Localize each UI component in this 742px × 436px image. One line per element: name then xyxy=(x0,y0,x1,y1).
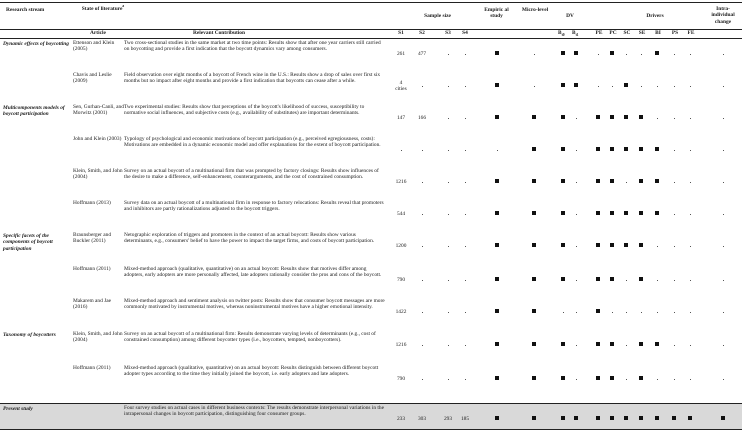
research-stream-label: Present study xyxy=(3,406,33,412)
driver-header-se: SE xyxy=(638,30,646,36)
driver-pc-mark xyxy=(610,376,614,380)
driver-fe-empty xyxy=(690,246,691,247)
intra-individual-empty xyxy=(723,214,724,215)
driver-pe-mark xyxy=(596,179,600,183)
driver-bi-mark xyxy=(655,211,659,215)
dv-bt1-mark xyxy=(574,51,578,55)
present-top-rule xyxy=(0,403,742,404)
sample-empty-mark xyxy=(422,379,423,380)
drivers-header: Drivers xyxy=(646,13,664,19)
intra-individual-empty xyxy=(723,118,724,119)
dv-bt0-mark xyxy=(561,277,565,281)
driver-header-ps: PS xyxy=(671,30,679,36)
contribution-cell: Mixed-method approach (qualitative, quantitative) on an actual boycott: Results show that motives differ among adopters, early adopters are more personally affected, late adopters rationally consider the pros and cons of the boycott. xyxy=(124,266,382,279)
dv-bt1-empty xyxy=(576,312,577,313)
sample-empty-mark xyxy=(465,182,466,183)
driver-pc-mark xyxy=(610,416,614,420)
sample-empty-mark xyxy=(448,312,449,313)
empirical-study-header: Empiric al study xyxy=(484,7,509,20)
driver-header-bi: BI xyxy=(655,30,661,36)
dv-bt1-mark xyxy=(574,416,578,420)
driver-pc-mark xyxy=(610,243,614,247)
sample-size-s1: 1216 xyxy=(395,342,407,348)
relevant-contribution-header: Relevant Contribution xyxy=(193,30,245,36)
driver-pc-empty xyxy=(612,86,613,87)
sample-size-s1: 261 xyxy=(396,51,406,57)
driver-pc-mark xyxy=(610,179,614,183)
sample-size-s4: 185 xyxy=(460,416,470,422)
driver-header-fe: FE xyxy=(687,30,695,36)
dv-bt1-empty xyxy=(576,345,577,346)
driver-ps-empty xyxy=(674,379,675,380)
sample-empty-mark xyxy=(422,345,423,346)
driver-pc-mark xyxy=(610,51,614,55)
sample-size-s2: 303 xyxy=(417,416,427,422)
empirical-mark xyxy=(495,309,499,313)
driver-fe-empty xyxy=(690,86,691,87)
driver-pe-mark xyxy=(596,416,600,420)
driver-bi-mark xyxy=(655,342,659,346)
driver-bi-empty xyxy=(657,246,658,247)
sample-size-s2: 166 xyxy=(417,115,427,121)
driver-bi-mark xyxy=(655,179,659,183)
contribution-cell: Field observation over eight months of a boycott of French wine in the U.S.: Results show a drop of sales over first six months but no impact after eight months and provide a first indication that boycotts can cease after a while. xyxy=(124,72,381,85)
driver-pe-mark xyxy=(596,243,600,247)
driver-pe-mark xyxy=(596,376,600,380)
sample-size-s1: 1216 xyxy=(395,179,407,185)
dv-bt0-mark xyxy=(561,211,565,215)
driver-header-pc: PC xyxy=(609,30,617,36)
driver-ps-empty xyxy=(674,345,675,346)
sample-empty-mark xyxy=(422,150,423,151)
micro-level-mark xyxy=(532,277,536,281)
driver-sc-mark xyxy=(624,147,628,151)
empirical-mark xyxy=(495,115,499,119)
sample-empty-mark xyxy=(422,246,423,247)
intra-individual-empty xyxy=(723,345,724,346)
driver-fe-empty xyxy=(690,54,691,55)
driver-sc-empty xyxy=(626,312,627,313)
article-cell: Klein, Smith, and John (2004) xyxy=(73,331,123,344)
micro-level-mark xyxy=(532,309,536,313)
dv-bt1-empty xyxy=(576,280,577,281)
sample-size-s2: 477 xyxy=(417,51,427,57)
dv-bt1-mark xyxy=(574,83,578,87)
driver-bi-empty xyxy=(657,86,658,87)
dv-bt0-mark xyxy=(561,147,565,151)
sample-empty-mark xyxy=(465,246,466,247)
driver-ps-empty xyxy=(674,54,675,55)
article-cell: Sen, Gurhan-Canli, and Morwitz (2001) xyxy=(73,104,124,117)
sample-empty-mark xyxy=(422,280,423,281)
article-cell: Hoffmann (2011) xyxy=(73,365,111,371)
driver-se-empty xyxy=(641,312,642,313)
dv-bt0-mark xyxy=(561,51,565,55)
article-cell: Chavis and Leslie (2009) xyxy=(73,72,112,85)
dv-bt0-mark xyxy=(561,376,565,380)
driver-bi-empty xyxy=(657,312,658,313)
research-stream-label: Multicomponents models of boycott participation xyxy=(3,105,65,118)
dv-bt0-mark xyxy=(561,179,565,183)
sample-size-s1: 4 cities xyxy=(395,80,407,93)
empirical-mark xyxy=(495,342,499,346)
sample-empty-mark xyxy=(422,182,423,183)
driver-bi-mark xyxy=(655,51,659,55)
dv-bt0-mark xyxy=(561,416,565,420)
intra-individual-empty xyxy=(723,379,724,380)
contribution-cell: Mixed-method approach and sentiment analysis on twitter posts: Results show that consumer boycott messages are more commonly motivated by instrumental motives, whereas noninstrumental motives have a higher emotional intensity. xyxy=(124,298,385,311)
driver-pc-mark xyxy=(610,147,614,151)
driver-se-empty xyxy=(641,86,642,87)
empirical-mark xyxy=(495,243,499,247)
sample-empty-mark xyxy=(448,280,449,281)
dv-header: DV xyxy=(566,13,574,19)
sample-empty-mark xyxy=(448,118,449,119)
micro-level-mark xyxy=(532,115,536,119)
driver-sc-empty xyxy=(626,345,627,346)
sample-empty-mark xyxy=(465,150,466,151)
sample-empty-mark xyxy=(422,214,423,215)
dv-bt1-empty xyxy=(576,118,577,119)
article-cell: Hoffmann (2013) xyxy=(73,200,111,206)
state-of-literature-header: State of literature$^a$ xyxy=(81,4,125,12)
empirical-mark xyxy=(495,376,499,380)
top-rule xyxy=(0,2,742,3)
driver-ps-mark xyxy=(672,416,676,420)
intra-individual-empty xyxy=(723,86,724,87)
empirical-empty xyxy=(497,150,498,151)
bottom-rule xyxy=(0,429,742,430)
sample-size-s1: 1200 xyxy=(395,243,407,249)
micro-level-header: Micro-level xyxy=(521,7,549,13)
dv-bt1-empty xyxy=(576,182,577,183)
intra-individual-header: Intra-individual change xyxy=(711,6,735,25)
driver-fe-empty xyxy=(690,182,691,183)
driver-fe-mark xyxy=(688,416,692,420)
intra-individual-empty xyxy=(723,246,724,247)
driver-se-mark xyxy=(639,277,643,281)
driver-sc-mark xyxy=(624,115,628,119)
driver-bi-mark xyxy=(655,147,659,151)
driver-ps-empty xyxy=(674,150,675,151)
driver-sc-empty xyxy=(626,280,627,281)
sample-empty-mark xyxy=(448,246,449,247)
sample-size-s1: 1422 xyxy=(395,309,407,315)
driver-sc-mark xyxy=(624,83,628,87)
intra-individual-empty xyxy=(723,54,724,55)
driver-pe-mark xyxy=(596,309,600,313)
driver-sc-empty xyxy=(626,182,627,183)
driver-header-pe: PE xyxy=(595,30,603,36)
driver-sc-empty xyxy=(626,54,627,55)
sample-empty-mark xyxy=(448,214,449,215)
empirical-mark xyxy=(495,277,499,281)
driver-bi-empty xyxy=(657,379,658,380)
s3-header: S3 xyxy=(445,30,451,36)
micro-level-mark xyxy=(532,211,536,215)
dv-bt1-header: $B_{t1}$ xyxy=(572,30,579,38)
dv-bt1-empty xyxy=(576,214,577,215)
driver-bi-empty xyxy=(657,118,658,119)
sample-empty-mark xyxy=(465,379,466,380)
research-stream-label: Dynamic effects of boycotting xyxy=(3,41,69,47)
sample-size-s1: 790 xyxy=(396,376,406,382)
empirical-mark xyxy=(495,211,499,215)
driver-fe-empty xyxy=(690,118,691,119)
sample-empty-mark xyxy=(422,312,423,313)
article-cell: Makarem and Jae (2016) xyxy=(73,298,112,311)
research-stream-label: Specific facets of the components of boycott participation xyxy=(3,233,53,252)
intra-individual-empty xyxy=(723,150,724,151)
driver-fe-empty xyxy=(690,379,691,380)
dv-bt0-mark xyxy=(561,83,565,87)
micro-level-mark xyxy=(532,147,536,151)
contribution-cell: Four survey studies on actual cases in different business contexts: The results demonstrate interpersonal variations in the intrapersonal changes in boycott participation, distinguishing four consumer groups. xyxy=(124,405,384,418)
driver-pc-mark xyxy=(610,115,614,119)
micro-level-mark xyxy=(532,416,536,420)
dv-bt0-mark xyxy=(561,342,565,346)
sample-size-s1: 544 xyxy=(396,211,406,217)
sample-empty-mark xyxy=(448,150,449,151)
intra-individual-empty xyxy=(723,182,724,183)
driver-pc-empty xyxy=(612,312,613,313)
sample-empty-mark xyxy=(465,312,466,313)
empirical-mark xyxy=(495,51,499,55)
dv-bt1-empty xyxy=(576,150,577,151)
driver-pe-mark xyxy=(596,211,600,215)
driver-sc-mark xyxy=(624,211,628,215)
sample-empty-mark xyxy=(448,86,449,87)
dv-bt0-empty xyxy=(563,312,564,313)
empirical-mark xyxy=(495,83,499,87)
sample-empty-mark xyxy=(465,86,466,87)
contribution-cell: Survey on an actual boycott of a multinational firm: Results demonstrate varying levels of determinants (e.g., cost of constrained consumption) among different boycotter types (i.e., boycotters, tempted, nonboycotters). xyxy=(124,331,376,344)
driver-pc-mark xyxy=(610,277,614,281)
driver-fe-empty xyxy=(690,312,691,313)
driver-ps-empty xyxy=(674,118,675,119)
micro-level-mark xyxy=(532,179,536,183)
sample-empty-mark xyxy=(422,86,423,87)
intra-individual-empty xyxy=(723,280,724,281)
micro-level-empty xyxy=(534,86,535,87)
driver-ps-empty xyxy=(674,312,675,313)
driver-pe-mark xyxy=(596,147,600,151)
driver-se-mark xyxy=(639,376,643,380)
contribution-cell: Two cross-sectional studies in the same market at two time points: Results show that after one year carriers still carried on boycotting and provide a first indication that the boycott dynamics vary among consumers. xyxy=(124,40,381,53)
driver-sc-mark xyxy=(624,243,628,247)
contribution-cell: Netographic exploration of triggers and promoters in the context of an actual boycott: Results show various determinants, e.g., consumers' belief to have the power to impact the target firms, and costs of boycott participation. xyxy=(124,232,375,245)
driver-pc-mark xyxy=(610,342,614,346)
article-header: Article xyxy=(90,30,106,36)
micro-level-empty xyxy=(534,54,535,55)
empirical-mark xyxy=(495,416,499,420)
driver-pe-empty xyxy=(598,54,599,55)
dv-bt1-empty xyxy=(576,246,577,247)
sample-empty-mark xyxy=(465,280,466,281)
sample-size-s1: 233 xyxy=(396,416,406,422)
driver-sc-mark xyxy=(624,416,628,420)
driver-se-mark xyxy=(639,115,643,119)
empirical-mark xyxy=(495,179,499,183)
driver-header-sc: SC xyxy=(623,30,631,36)
sample-size-s1: 790 xyxy=(396,277,406,283)
micro-level-mark xyxy=(532,376,536,380)
article-cell: Hoffmann (2011) xyxy=(73,266,111,272)
driver-ps-empty xyxy=(674,280,675,281)
driver-se-mark xyxy=(639,211,643,215)
driver-se-mark xyxy=(639,147,643,151)
driver-fe-empty xyxy=(690,280,691,281)
driver-se-mark xyxy=(639,179,643,183)
driver-ps-empty xyxy=(674,214,675,215)
sample-size-s3: 293 xyxy=(443,416,453,422)
micro-level-mark xyxy=(532,243,536,247)
driver-se-mark xyxy=(639,416,643,420)
s2-header: S2 xyxy=(419,30,425,36)
driver-fe-empty xyxy=(690,214,691,215)
driver-se-mark xyxy=(639,243,643,247)
sample-empty-mark xyxy=(448,182,449,183)
s4-header: S4 xyxy=(462,30,468,36)
sample-empty-mark xyxy=(465,118,466,119)
intra-individual-empty xyxy=(723,312,724,313)
sample-empty-mark xyxy=(465,54,466,55)
sample-size-s1: 147 xyxy=(396,115,406,121)
driver-pe-mark xyxy=(596,342,600,346)
sample-empty-mark xyxy=(465,214,466,215)
header-bottom-rule xyxy=(0,38,742,39)
driver-se-empty xyxy=(641,54,642,55)
driver-pc-mark xyxy=(610,211,614,215)
research-stream-header: Research stream xyxy=(6,7,45,13)
article-cell: John and Klein (2003) xyxy=(73,136,122,142)
sample-empty-mark xyxy=(448,345,449,346)
driver-bi-empty xyxy=(657,280,658,281)
micro-level-mark xyxy=(532,342,536,346)
sample-size-header: Sample size xyxy=(424,13,451,19)
driver-pe-mark xyxy=(596,277,600,281)
driver-ps-empty xyxy=(674,182,675,183)
contribution-cell: Survey on an actual boycott of a multinational firm that was prompted by factory closings: Results show influences of the desire to make a difference, self-enhancement, counterarguments, and the cost of constrained consumption. xyxy=(124,168,379,181)
driver-ps-empty xyxy=(674,246,675,247)
sample-empty-mark xyxy=(401,150,402,151)
sample-empty-mark xyxy=(465,345,466,346)
contribution-cell: Two experimental studies: Results show that perceptions of the boycott's likelihood of success, susceptibility to normative social influences, and subjective costs (e.g., availability of substitutes) are important determinants. xyxy=(124,104,365,117)
contribution-cell: Survey data on an actual boycott of a multinational firm in response to factory relocations: Results reveal that promoters and inhibitors are partly rationalizations adjusted to the boycott triggers. xyxy=(124,200,384,213)
article-cell: Braunsberger and Buckler (2011) xyxy=(73,232,112,245)
contribution-cell: Mixed-method approach (qualitative, quantitative) on an actual boycott: Results distinguish between different boycott adopter types according to the time they initially joined the boycott, i.e. early adopters and late adopters. xyxy=(124,365,379,378)
dv-bt0-mark xyxy=(561,115,565,119)
dv-bt0-mark xyxy=(561,243,565,247)
intra-individual-mark xyxy=(721,416,725,420)
driver-se-mark xyxy=(639,342,643,346)
driver-ps-empty xyxy=(674,86,675,87)
dv-bt1-empty xyxy=(576,379,577,380)
s1-header: S1 xyxy=(398,30,404,36)
sample-empty-mark xyxy=(448,379,449,380)
dv-bt0-header: $B_{t0}$ xyxy=(558,30,565,38)
article-cell: Klein, Smith, and John (2004) xyxy=(73,168,123,181)
sample-empty-mark xyxy=(448,54,449,55)
article-cell: Ettenson and Klein (2005) xyxy=(73,40,115,53)
contribution-cell: Typology of psychological and economic motivations of boycott participation (e.g., perceived egregiousness, costs): Motivations are embedded in a dynamic economic model and offer explanations for the extent of boycott participation. xyxy=(124,136,381,149)
driver-pe-empty xyxy=(598,86,599,87)
driver-fe-empty xyxy=(690,150,691,151)
driver-bi-mark xyxy=(655,416,659,420)
driver-pe-mark xyxy=(596,115,600,119)
driver-sc-empty xyxy=(626,379,627,380)
driver-fe-empty xyxy=(690,345,691,346)
research-stream-label: Taxonomy of boycotters xyxy=(3,332,56,338)
